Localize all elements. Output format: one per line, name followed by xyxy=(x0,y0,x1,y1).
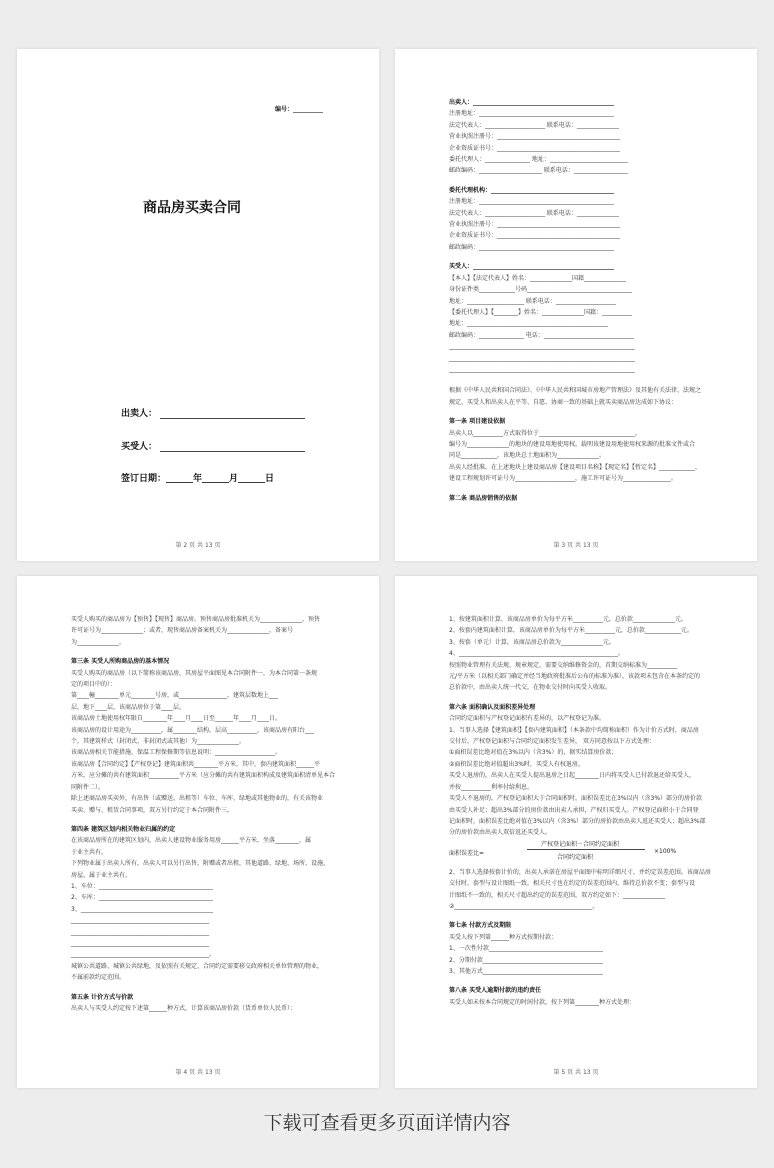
text-line: 编号为______________的地块的建设用地使用权。载明该建设用地使用权来源的批准文件或合 xyxy=(449,440,696,448)
text-line: 许可证号为______________；或者，现售商品房备案机关为______________，备案号 xyxy=(71,627,294,635)
text-line: 由买受人补足；超出3%部分的房价款由出卖人承担，产权归买受人。产权登记面积小于合同登 xyxy=(449,806,699,814)
text-line: 同是____________，该地块总土地面积为______________。 xyxy=(449,452,606,460)
text-line: 方米，应分摊的共有建筑面积__________平方米（应分摊的共有建筑面积构成及建筑面积清单见本合 xyxy=(71,772,336,780)
text-line: 2、分期付款________________________________________ xyxy=(449,956,603,964)
text-line: 该商品房土地使用权年限自________年____月____日至______年____月____日。 xyxy=(71,715,282,723)
text-line: 个，其建筑样式（封闭式、非封闭式或其他）为______________。 xyxy=(71,738,246,746)
text-line: 委托代理人：_______________ 地址：__________________________ xyxy=(449,156,628,164)
page-footer: 第 4 页 共 13 页 xyxy=(175,1069,221,1076)
page-body xyxy=(449,89,727,504)
section-heading: 第四条 建筑区划内相关物业归属的约定 xyxy=(71,825,176,833)
text-line: 定的项目中的）： xyxy=(71,681,117,689)
contract-page-4 xyxy=(17,576,379,1088)
text-line: 于业主共有。 xyxy=(71,848,108,856)
text-line: ②面积误差比绝对值超出3%时，买受人有权退房。 xyxy=(449,760,584,768)
text-line: 注册地址：_____________________________________________ xyxy=(449,110,615,118)
section-heading: 第七条 付款方式及期限 xyxy=(449,922,512,930)
text-line: ______________________________________________ xyxy=(71,917,209,925)
text-line: 3、其他方式________________________________________ xyxy=(449,967,603,975)
section-heading: 出卖人：_______________________________________________ xyxy=(449,99,615,106)
text-line: 买受人按下列第______种方式按期付款： xyxy=(449,933,558,941)
formula-fraction-bar xyxy=(527,849,645,850)
page-footer: 第 2 页 共 13 页 xyxy=(175,542,221,549)
text-line: ______________________________________________ xyxy=(71,928,209,936)
text-line: ______________________________________________________________ xyxy=(449,354,635,362)
text-line: 企业资质证书号：_________________________________________ xyxy=(449,144,621,152)
section-heading: 第五条 计价方式与价款 xyxy=(71,993,134,1001)
text-line: ①面积误差比绝对值在3%以内（含3%）的，据实结算房价款； xyxy=(449,749,618,757)
buyer-underline xyxy=(160,443,305,452)
text-line: 出卖人经批准，在上述地块上建设商品房【建设项目名称】【现定名】【暂定名】____________， xyxy=(449,463,702,471)
section-heading: 第八条 买受人逾期付款的违约责任 xyxy=(449,987,542,995)
text-line: 分的房价款由出卖人双倍返还买受人。 xyxy=(449,829,552,837)
buyer-field xyxy=(121,439,305,452)
text-line: 2、当事人选择按套计价的，出卖人承诺在房屋平面图中标明详细尺寸，并约定误差范围。该商品房 xyxy=(449,868,711,876)
text-line: 第____幢________单元________号房，或________________，建筑层数地上___ xyxy=(71,692,279,700)
text-line: 买受人不退房的，产权登记面积大于合同面积时，面积误差比在3%以内（含3%）部分的房价款 xyxy=(449,795,703,803)
text-line: 交付时，套型与设计图纸一致，相关尺寸也在约定的误差范围内，维持总价款不变；套型与设 xyxy=(449,880,696,888)
page-footer: 第 5 页 共 13 页 xyxy=(553,1069,599,1076)
text-line: 交付后，产权登记面积与合同约定面积发生差异， 双方同意按以下方式处理： xyxy=(449,738,655,746)
text-line: 下列物业属于出卖人所有，出卖人可以另行出售、附赠或者出租，其他道路、绿地、场所、设施、 xyxy=(71,860,330,868)
text-line: 1、一次性付款______________________________________ xyxy=(449,945,603,953)
text-line: 买受人退房的，出卖人在买受人提出退房之日起________日内将买受人已付款退还给买受人， xyxy=(449,772,696,780)
text-line: 计图纸不一致的，相关尺寸超出约定的误差范围，双方约定如下：______________ xyxy=(449,891,666,899)
text-line: 不属前款约定范围。 xyxy=(71,974,126,982)
text-line: 该商品房相关节能措施、保温工程保修期等信息说明：____________________。 xyxy=(71,749,282,757)
text-line: 买卖、赠与、租赁合同事项，双方另行约定于本合同附件三。 xyxy=(71,806,234,814)
text-line: 出卖人与买受人约定按下述第______种方式，计算该商品房价款（货币单位人民币）： xyxy=(71,1005,297,1012)
sign-date-label: 签订日期：______年______月______日 xyxy=(121,474,275,484)
formula-left: 面积误差比= xyxy=(449,849,485,857)
text-line: 4、_____________________________________________________。 xyxy=(449,650,624,658)
text-line: 记面积时，面积误差比绝对值在3%以内（含3%）部分的房价款由出卖人返还买受人；超出3%部 xyxy=(449,817,706,825)
section-heading: 买受人：_______________________________________________ xyxy=(449,263,615,271)
text-line: 法定代表人：____________________ 联系电话：______________ xyxy=(449,209,619,217)
text-line: 同附件二）。 xyxy=(71,783,105,791)
text-line: 1、当事人选择【建筑面积】【套内建筑面积】（本条款中均简称面积）作为计价方式时，商品房 xyxy=(449,726,699,734)
text-line: 邮政编码：_______________ 电话：______________________________ xyxy=(449,331,634,339)
contract-page-2 xyxy=(17,49,379,561)
text-line: 企业资质证书号：_________________________________________ xyxy=(449,232,621,240)
page-body xyxy=(449,614,727,1008)
seller-label: 出卖人： xyxy=(121,409,158,419)
contract-number-label: 编号：__________ xyxy=(274,106,323,113)
buyer-label: 买受人： xyxy=(121,442,158,452)
text-line: 1、按建筑面积计算，该商品房单价为每平方米__________元，总价款______________元。 xyxy=(449,616,687,623)
section-heading: 第一条 项目建设依据 xyxy=(449,418,506,426)
text-line: 除上述商品房买卖外，有出售（或赠送、出租等）车位、车库、绿地或其他物业的，有关该物业 xyxy=(71,795,324,803)
text-line: 总价款中，由出卖人统一代交，在物业交付时向买受人收取。 xyxy=(449,684,612,692)
seller-field xyxy=(121,406,305,419)
formula-numerator: 产权登记面积－合同约定面积 xyxy=(541,840,620,848)
page-body xyxy=(71,614,349,1014)
text-line: 邮政编码：_____________________ 联系电话：__________________ xyxy=(449,167,628,175)
text-line: 买受人如未按本合同规定的时间付款，按下列第________种方式处理： xyxy=(449,998,636,1006)
text-line: 层，地下____层，该商品房位于第____层。 xyxy=(71,703,186,711)
section-area-a xyxy=(449,614,727,839)
download-caption: 下载可查看更多页面详情内容 xyxy=(263,1112,511,1134)
text-line: 【本人】【法定代表人】姓名：______________国籍______________ xyxy=(449,274,627,282)
text-line: 身份证件类____________号码___________________________________ xyxy=(449,286,633,294)
text-line: 合同约定面积与产权登记面积有差异的，以产权登记为准。 xyxy=(449,715,606,723)
text-line: 买受人购买的商品房为【预售】【现售】商品房。预售商品房批准机关为______________，预售 xyxy=(71,616,321,623)
text-line: ______________________________________________。 xyxy=(71,951,216,959)
formula-denominator: 合同约定面积 xyxy=(557,853,594,861)
text-line: ______________________________________________________________ xyxy=(449,365,635,373)
contract-page-5 xyxy=(395,576,757,1088)
text-line: 地址：___________________ 联系电话：____________________ xyxy=(449,297,616,305)
text-line: 并按__________利率付给利息。 xyxy=(449,783,534,791)
section-heading: 第三条 买受人所购商品房的基本情况 xyxy=(71,658,170,666)
text-line: 城镇公共道路、城镇公共绿地，及依照有关规定、合同约定需要移交政府相关单位管理的物业， xyxy=(71,962,324,970)
text-line: 房屋，属于业主共有。 xyxy=(71,871,132,879)
text-line: ______________________________________________ xyxy=(71,939,209,947)
text-line: 邮政编码：_____________________________________________ xyxy=(449,243,615,251)
seller-underline xyxy=(160,410,305,419)
text-line: ______________________________________________________________ xyxy=(449,343,635,351)
text-line: 在该商品房所在的建筑区划内，出卖人建设物业服务用房______平方米，坐落________，属 xyxy=(71,837,312,845)
text-line: 按照物业管理有关法规、规章规定，需要交纳维修资金的，首期交纳标准为__________ xyxy=(449,661,678,669)
text-line: 法定代表人：____________________ 联系电话：______________ xyxy=(449,121,619,129)
text-line: 3、按套（单元）计算，该商品房总价款为______________元。 xyxy=(449,638,615,646)
text-line: 规定，买受人和出卖人在平等、自愿、协商一致的基础上就买卖商品房达成如下协议： xyxy=(449,398,678,406)
text-line: 元/平方米（以相关部门确定并经当地政府批准后公布的标准为准），该款项未包含在本条约定的 xyxy=(449,673,701,681)
text-line: 2、按套内建筑面积计算，该商品房单价为每平方米__________元，总价款____________元。 xyxy=(449,627,693,635)
sign-date-field xyxy=(121,471,274,484)
text-line: 建设工程规划许可证号为____________________，施工许可证号为________________。 xyxy=(449,475,678,483)
text-line: 2、车库：______________________________________ xyxy=(71,894,213,902)
text-line: 注册地址：_____________________________________________ xyxy=(449,198,615,206)
text-line: 营业执照注册号：_________________________________________ xyxy=(449,221,621,229)
page-footer: 第 3 页 共 13 页 xyxy=(553,542,599,549)
section-heading: 第六条 面积确认及面积差异处理 xyxy=(449,703,536,711)
area-error-formula xyxy=(449,839,727,867)
section-heading: 第二条 商品房销售的依据 xyxy=(449,494,518,502)
text-line: 该商品房【合同约定】【产权登记】建筑面积共________平方米，其中，套内建筑面积______平 xyxy=(71,760,321,768)
contract-title: 商品房买卖合同 xyxy=(143,200,241,216)
text-line: 3、____________________________________________ xyxy=(71,905,213,913)
text-line: 买受人购买的商品房（以下简称该商品房，其房屋平面图见本合同附件一，为本合同第一条规 xyxy=(71,669,318,677)
text-line: 根据《中华人民共和国合同法》、《中华人民共和国城市房地产管理法》及其他有关法律、法规之 xyxy=(449,387,702,395)
section-area-b xyxy=(449,867,727,1008)
text-line: 为______________。 xyxy=(71,638,126,646)
text-line: ②______________________________________________。 xyxy=(449,902,599,910)
text-line: 营业执照注册号：_________________________________________ xyxy=(449,133,621,141)
text-line: 该商品房的设计用途为__________，属________结构，层高__________，该商品房有阳台___ xyxy=(71,726,315,734)
contract-page-3 xyxy=(395,49,757,561)
text-line: 【委托代理人】【________】姓名：______________国籍：__________ xyxy=(449,308,633,316)
text-line: 出卖人以__________方式取得位于________________________________， xyxy=(449,429,642,437)
formula-right: ×100% xyxy=(654,847,677,855)
section-heading: 委托代理机构：_________________________________________ xyxy=(449,186,615,194)
text-line: 1、车位：______________________________________ xyxy=(71,882,213,890)
text-line: 地址：_______________________________________________ xyxy=(449,320,609,328)
